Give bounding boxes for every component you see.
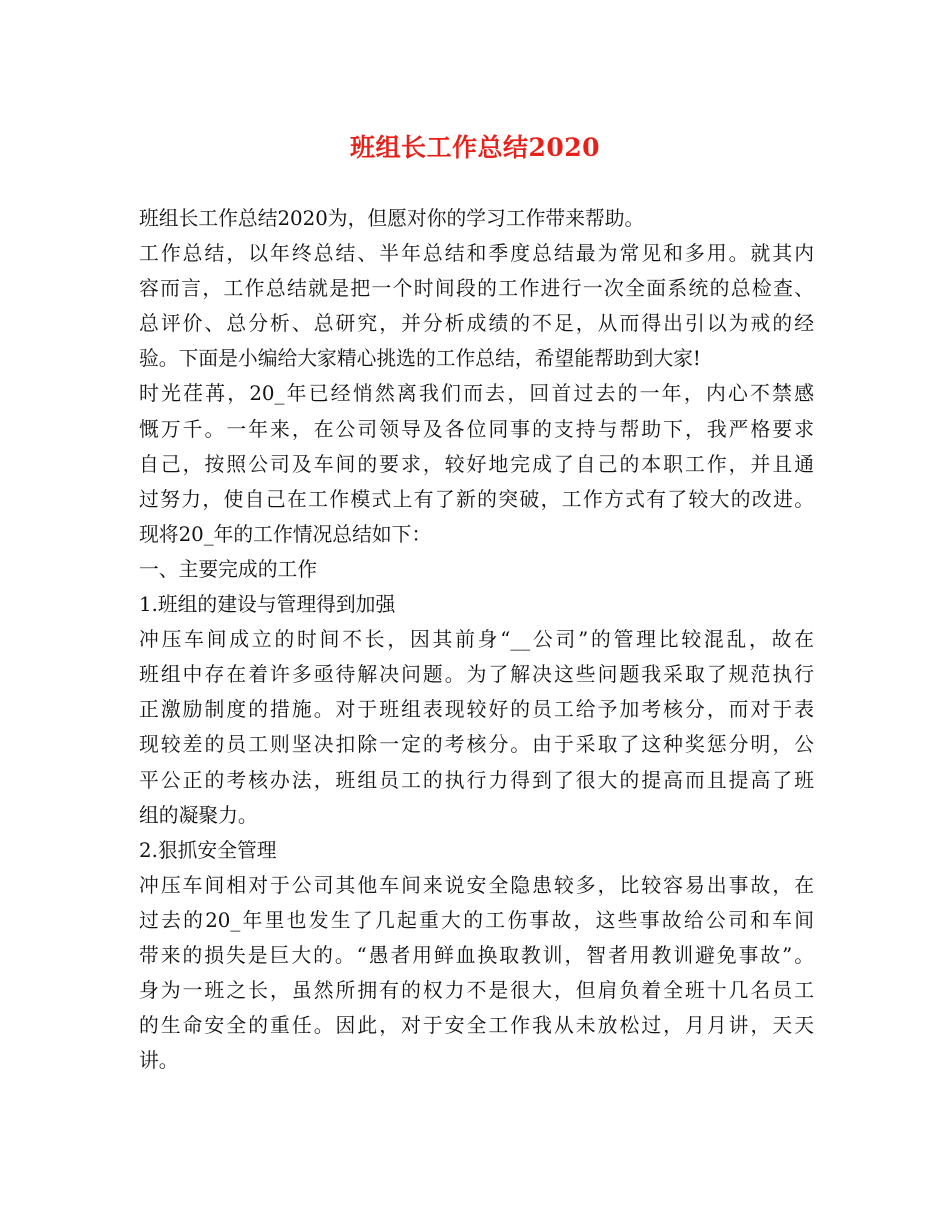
body-line-9: 过努力，使自己在工作模式上有了新的突破，工作方式有了较大的改进。: [139, 487, 814, 511]
body-line-15: 正激励制度的措施。对于班组表现较好的员工给予加考核分，而对于表: [139, 698, 814, 722]
body-line-7: 慨万千。一年来，在公司领导及各位同事的支持与帮助下，我严格要求: [139, 417, 814, 441]
subheading-safety-management: 2.狠抓安全管理: [139, 838, 277, 862]
body-line-18: 组的凝聚力。: [139, 803, 258, 827]
section-heading-main-work: 一、主要完成的工作: [139, 557, 318, 581]
body-line-5: 验。下面是小编给大家精心挑选的工作总结，希望能帮助到大家!: [139, 347, 701, 371]
document-title: 班组长工作总结2020: [349, 133, 601, 162]
body-line-23: 身为一班之长，虽然所拥有的权力不是很大，但肩负着全班十几名员工: [139, 979, 814, 1003]
body-line-16: 现较差的员工则坚决扣除一定的考核分。由于采取了这种奖惩分明，公: [139, 733, 814, 757]
body-line-4: 总评价、总分析、总研究，并分析成绩的不足，从而得出引以为戒的经: [139, 312, 814, 336]
body-line-14: 班组中存在着许多亟待解决问题。为了解决这些问题我采取了规范执行: [139, 663, 814, 687]
body-line-22: 带来的损失是巨大的。“愚者用鲜血换取教训，智者用教训避免事故”。: [139, 943, 814, 967]
body-line-1: 班组长工作总结2020为，但愿对你的学习工作带来帮助。: [139, 207, 645, 230]
body-line-21: 过去的20_年里也发生了几起重大的工伤事故，这些事故给公司和车间: [139, 908, 814, 932]
body-line-17: 平公正的考核办法，班组员工的执行力得到了很大的提高而且提高了班: [139, 768, 814, 792]
body-line-3: 容而言，工作总结就是把一个时间段的工作进行一次全面系统的总检查、: [139, 277, 814, 301]
body-line-20: 冲压车间相对于公司其他车间来说安全隐患较多，比较容易出事故，在: [139, 873, 814, 897]
body-line-24: 的生命安全的重任。因此，对于安全工作我从未放松过，月月讲，天天: [139, 1014, 814, 1038]
body-line-2: 工作总结，以年终总结、半年总结和季度总结最为常见和多用。就其内: [139, 242, 814, 266]
body-line-25: 讲。: [139, 1049, 179, 1073]
body-line-8: 自己，按照公司及车间的要求，较好地完成了自己的本职工作，并且通: [139, 452, 814, 476]
body-line-13: 冲压车间成立的时间不长，因其前身“__公司”的管理比较混乱，故在: [139, 628, 814, 652]
subheading-team-building: 1.班组的建设与管理得到加强: [139, 593, 396, 617]
document-body: [139, 201, 814, 1078]
body-line-10: 现将20_年的工作情况总结如下：: [139, 522, 432, 546]
body-line-6: 时光荏苒，20_年已经悄然离我们而去，回首过去的一年，内心不禁感: [139, 382, 814, 406]
